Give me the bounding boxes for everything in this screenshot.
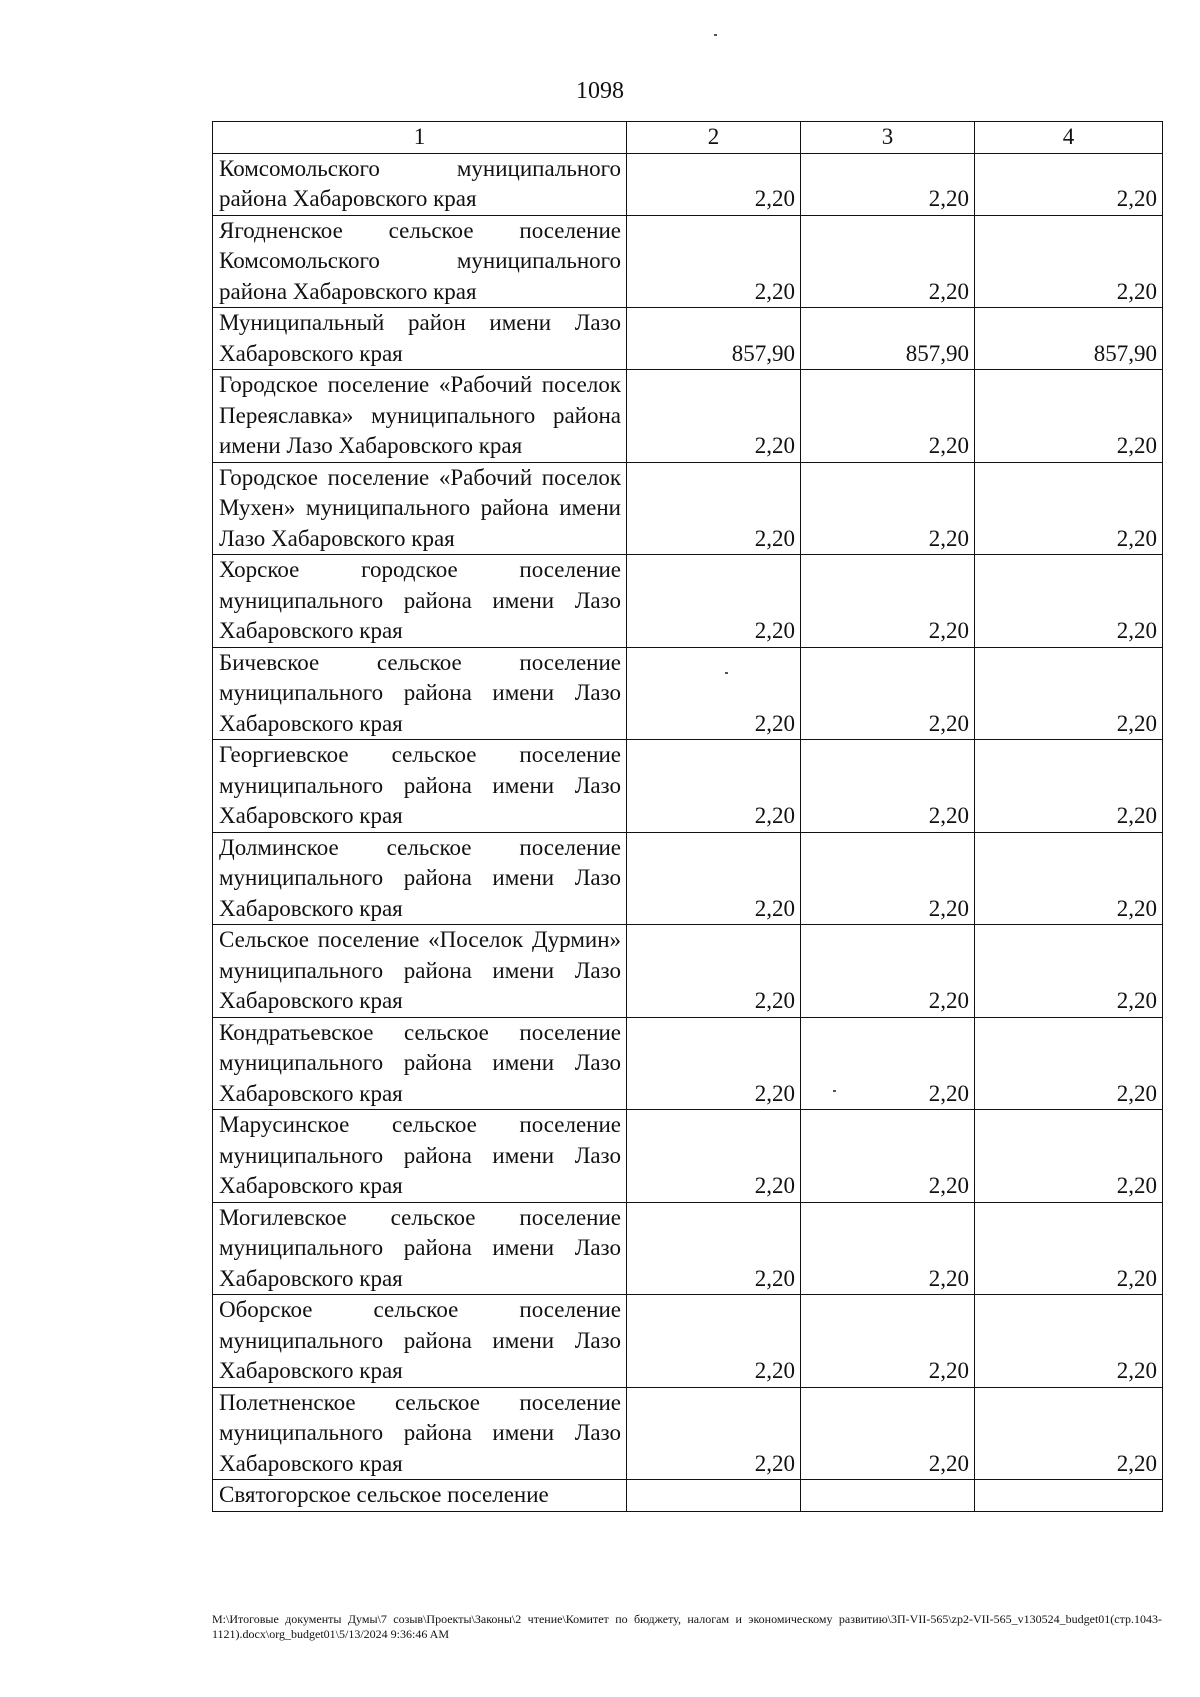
municipality-name-cell: Сельское поселение «Поселок Дурмин» муниципального района имени Лазо Хабаровского края (213, 925, 627, 1018)
value-col-4-cell: 2,20 (975, 555, 1163, 648)
value-col-2-cell: 2,20 (627, 555, 801, 648)
municipality-name-cell: Георгиевское сельское поселение муниципального района имени Лазо Хабаровского края (213, 740, 627, 833)
value-col-3-cell: 2,20 (801, 1110, 975, 1203)
value-col-2-cell: 2,20 (627, 370, 801, 463)
value-col-3-cell: 2,20 (801, 370, 975, 463)
value-col-4-cell: 2,20 (975, 1202, 1163, 1295)
table-row (213, 1295, 1163, 1388)
table-row (213, 1110, 1163, 1203)
value-col-2-cell: 2,20 (627, 647, 801, 740)
municipality-name-cell: Могилевское сельское поселение муниципального района имени Лазо Хабаровского края (213, 1202, 627, 1295)
value-col-2-cell: 2,20 (627, 1202, 801, 1295)
budget-table (212, 121, 1163, 1512)
table-row (213, 462, 1163, 555)
value-col-4-cell: 2,20 (975, 1110, 1163, 1203)
value-col-2-cell: 2,20 (627, 462, 801, 555)
value-col-2-cell: 2,20 (627, 153, 801, 215)
municipality-name-cell: Городское поселение «Рабочий поселок Мухен» муниципального района имени Лазо Хабаровского края (213, 462, 627, 555)
value-col-3-cell: 2,20 (801, 555, 975, 648)
value-col-3-cell: 2,20 (801, 1387, 975, 1480)
value-col-3-cell: 2,20 (801, 740, 975, 833)
municipality-name-cell: Хорское городское поселение муниципального района имени Лазо Хабаровского края (213, 555, 627, 648)
municipality-name-cell: Городское поселение «Рабочий поселок Переяславка» муниципального района имени Лазо Хабаровского края (213, 370, 627, 463)
municipality-name-cell: Полетненское сельское поселение муниципального района имени Лазо Хабаровского края (213, 1387, 627, 1480)
value-col-4-cell: 2,20 (975, 925, 1163, 1018)
value-col-3-cell: 2,20 (801, 1295, 975, 1388)
table-row (213, 308, 1163, 370)
page-number: 1098 (576, 78, 624, 104)
table-row (213, 555, 1163, 648)
table-row (213, 1480, 1163, 1512)
scan-speck (725, 672, 728, 674)
table-row (213, 925, 1163, 1018)
value-col-4-cell: 2,20 (975, 1017, 1163, 1110)
municipality-name-cell: Комсомольского муниципального района Хабаровского края (213, 153, 627, 215)
value-col-2-cell: 2,20 (627, 740, 801, 833)
municipality-name-cell: Муниципальный район имени Лазо Хабаровского края (213, 308, 627, 370)
value-col-3-cell: 2,20 (801, 647, 975, 740)
value-col-4-cell: 2,20 (975, 1295, 1163, 1388)
value-col-3-cell: 857,90 (801, 308, 975, 370)
municipality-name-cell: Бичевское сельское поселение муниципального района имени Лазо Хабаровского края (213, 647, 627, 740)
value-col-2-cell: 2,20 (627, 215, 801, 308)
municipality-name-cell: Марусинское сельское поселение муниципального района имени Лазо Хабаровского края (213, 1110, 627, 1203)
column-header: 2 (627, 122, 801, 154)
value-col-2-cell: 2,20 (627, 1110, 801, 1203)
value-col-4-cell: 2,20 (975, 647, 1163, 740)
table-row (213, 1202, 1163, 1295)
value-col-4-cell: 2,20 (975, 370, 1163, 463)
value-col-4-cell: 2,20 (975, 215, 1163, 308)
table-row (213, 647, 1163, 740)
value-col-2-cell: 2,20 (627, 832, 801, 925)
column-header: 3 (801, 122, 975, 154)
value-col-4-cell: 2,20 (975, 1387, 1163, 1480)
value-col-2-cell (627, 1480, 801, 1512)
value-col-3-cell: 2,20 (801, 462, 975, 555)
table-header-row (213, 122, 1163, 154)
value-col-3-cell: 2,20 (801, 215, 975, 308)
file-path-footer: M:\Итоговые документы Думы\7 созыв\Проекты\Законы\2 чтение\Комитет по бюджету, налогам и экономическому развитию\3П-VII-565\zp2-VII-565_v130524_budget01(стр.1043-1121).docx\org_budget01\5/13/2024 9:36:46 AM (212, 1612, 1162, 1641)
municipality-name-cell: Долминское сельское поселение муниципального района имени Лазо Хабаровского края (213, 832, 627, 925)
scan-speck (714, 34, 717, 36)
table-row (213, 740, 1163, 833)
scan-speck (833, 1090, 836, 1092)
table-row (213, 1017, 1163, 1110)
value-col-3-cell: 2,20 (801, 1017, 975, 1110)
municipality-name-cell: Кондратьевское сельское поселение муниципального района имени Лазо Хабаровского края (213, 1017, 627, 1110)
value-col-3-cell: 2,20 (801, 832, 975, 925)
column-header: 4 (975, 122, 1163, 154)
value-col-3-cell: 2,20 (801, 925, 975, 1018)
value-col-2-cell: 2,20 (627, 1295, 801, 1388)
value-col-2-cell: 2,20 (627, 925, 801, 1018)
table-row (213, 1387, 1163, 1480)
value-col-2-cell: 857,90 (627, 308, 801, 370)
municipality-name-cell: Святогорское сельское поселение (213, 1480, 627, 1512)
value-col-2-cell: 2,20 (627, 1387, 801, 1480)
municipality-name-cell: Оборское сельское поселение муниципального района имени Лазо Хабаровского края (213, 1295, 627, 1388)
value-col-4-cell: 2,20 (975, 740, 1163, 833)
table-row (213, 215, 1163, 308)
table-row (213, 370, 1163, 463)
value-col-2-cell: 2,20 (627, 1017, 801, 1110)
table-row (213, 153, 1163, 215)
table-row (213, 832, 1163, 925)
value-col-4-cell: 2,20 (975, 462, 1163, 555)
value-col-3-cell: 2,20 (801, 153, 975, 215)
column-header: 1 (213, 122, 627, 154)
value-col-4-cell: 857,90 (975, 308, 1163, 370)
municipality-name-cell: Ягодненское сельское поселение Комсомольского муниципального района Хабаровского края (213, 215, 627, 308)
value-col-4-cell: 2,20 (975, 153, 1163, 215)
value-col-3-cell: 2,20 (801, 1202, 975, 1295)
value-col-4-cell (975, 1480, 1163, 1512)
value-col-3-cell (801, 1480, 975, 1512)
value-col-4-cell: 2,20 (975, 832, 1163, 925)
